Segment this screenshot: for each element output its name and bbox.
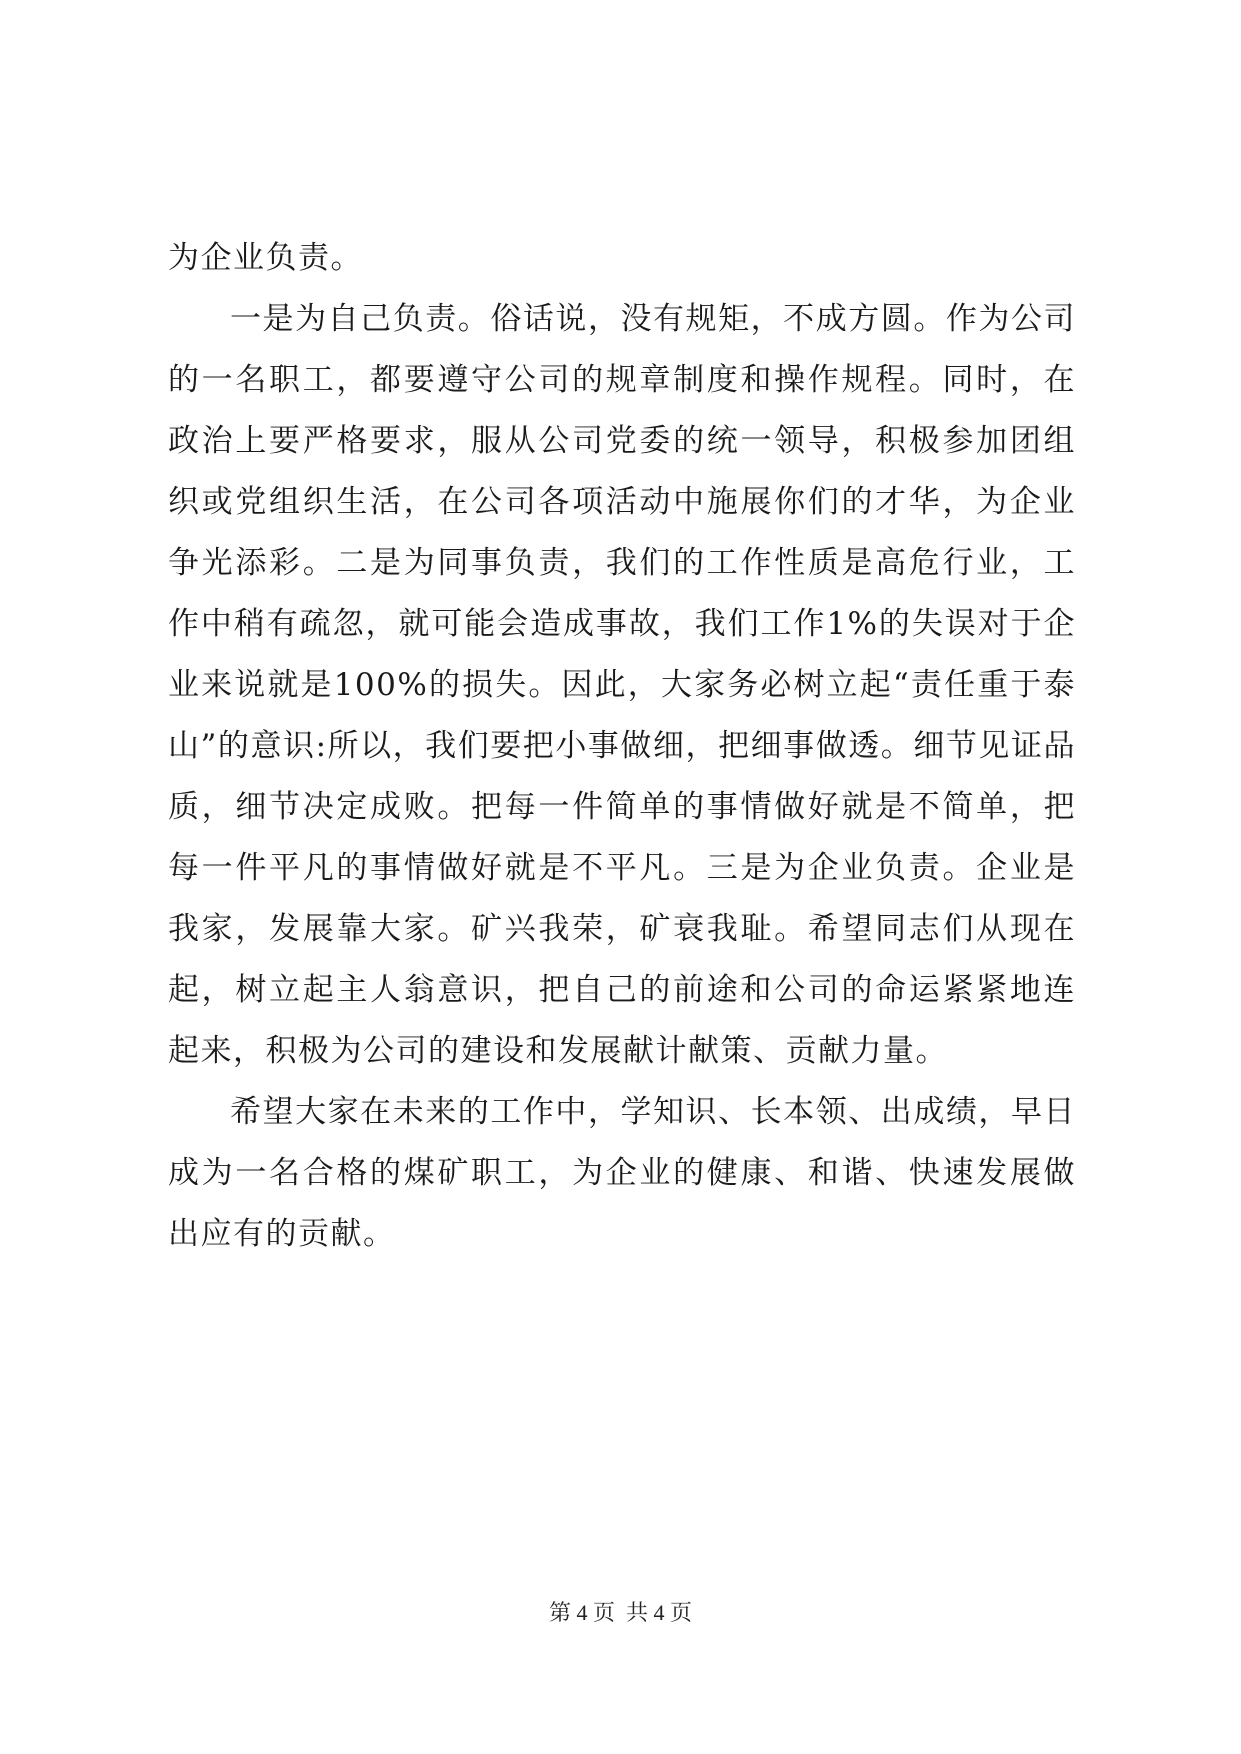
document-body <box>168 228 1076 1265</box>
paragraph-continuation: 为企业负责。 <box>168 240 363 276</box>
paragraph-responsibilities: 一是为自己负责。俗话说，没有规矩，不成方圆。作为公司的一名职工，都要遵守公司的规章制度和操作规程。同时，在政治上要严格要求，服从公司党委的统一领导，积极参加团组织或党组织生活，在公司各项活动中施展你们的才华，为企业争光添彩。二是为同事负责，我们的工作性质是高危行业，工作中稍有疏忽，就可能会造成事故，我们工作1%的失误对于企业来说就是100%的损失。因此，大家务必树立起“责任重于泰山”的意识:所以，我们要把小事做细，把细事做透。细节见证品质，细节决定成败。把每一件简单的事情做好就是不简单，把每一件平凡的事情做好就是不平凡。三是为企业负责。企业是我家，发展靠大家。矿兴我荣，矿衰我耻。希望同志们从现在起，树立起主人翁意识，把自己的前途和公司的命运紧紧地连起来，积极为公司的建设和发展献计献策、贡献力量。 <box>168 301 1076 1069</box>
page-number-footer: 第 4 页 共 4 页 <box>548 1600 692 1625</box>
paragraph-closing: 希望大家在未来的工作中，学知识、长本领、出成绩，早日成为一名合格的煤矿职工，为企业的健康、和谐、快速发展做出应有的贡献。 <box>168 1094 1076 1252</box>
